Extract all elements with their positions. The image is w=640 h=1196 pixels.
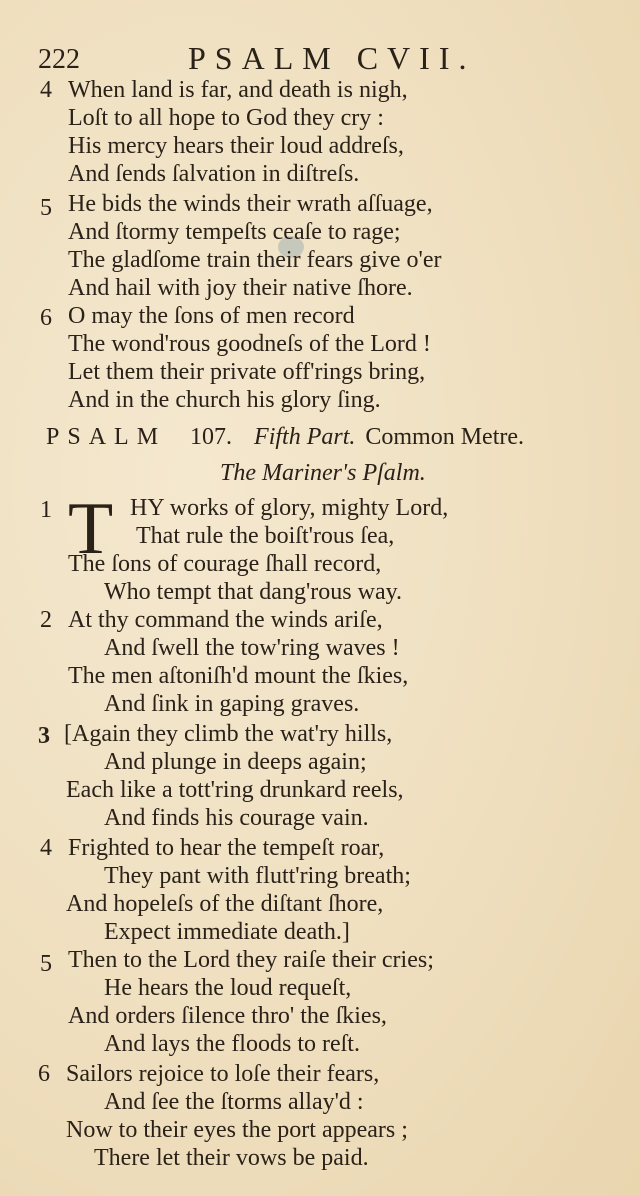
heading-metre: Common Metre. [365, 424, 525, 450]
verse-line: And ſwell the tow'ring waves ! [104, 635, 400, 661]
verse-line: He bids the winds their wrath aſſuage, [68, 191, 433, 217]
verse-line: The wond'rous goodneſs of the Lord ! [68, 331, 431, 357]
verse-line: And hopeleſs of the diſtant ſhore, [66, 891, 384, 917]
stanza-number: 4 [40, 77, 52, 103]
verse-line: The ſons of courage ſhall record, [68, 551, 382, 577]
verse-line: And ſink in gaping graves. [104, 691, 360, 717]
verse-line: Expect immediate death.] [104, 919, 350, 945]
stanza-number: 5 [40, 195, 52, 221]
verse-line: Let them their private off'rings bring, [68, 359, 426, 385]
page-number: 222 [38, 44, 80, 75]
verse-line: Sailors rejoice to loſe their fears, [66, 1061, 380, 1087]
verse-line: And ſtormy tempeſts ceaſe to rage; [68, 219, 401, 245]
verse-line: And lays the floods to reſt. [104, 1031, 360, 1057]
stanza-number: 5 [40, 951, 52, 977]
verse-line: O may the ſons of men record [68, 303, 355, 329]
heading-part: Fifth Part. [254, 424, 356, 450]
running-head: PSALM CVII. [188, 40, 476, 76]
verse-line: Each like a tott'ring drunkard reels, [66, 777, 404, 803]
verse-line: And hail with joy their native ſhore. [68, 275, 413, 301]
verse-line: And in the church his glory ſing. [68, 387, 381, 413]
verse-line: Loſt to all hope to God they cry : [68, 105, 384, 131]
drop-cap: T [68, 488, 114, 570]
verse-line: Who tempt that dang'rous way. [104, 579, 403, 605]
stanza-number: 6 [40, 305, 52, 331]
stanza-number: 3 [38, 723, 50, 749]
verse-line: The gladſome train their fears give o'er [68, 247, 442, 273]
heading-psalm: PSALM [46, 424, 167, 450]
page-header [38, 40, 598, 76]
verse-line: And plunge in deeps again; [104, 749, 367, 775]
verse-line: The men aſtoniſh'd mount the ſkies, [68, 663, 409, 689]
verse-line: His mercy hears their loud addreſs, [68, 133, 404, 159]
stanza-number: 4 [40, 835, 52, 861]
verse-line: And ſee the ſtorms allay'd : [104, 1089, 364, 1115]
verse-line: And finds his courage vain. [104, 805, 369, 831]
verse-line: Now to their eyes the port appears ; [66, 1117, 408, 1143]
heading-number: 107. [190, 424, 233, 450]
stanza-number: 1 [40, 497, 52, 523]
section-heading [46, 424, 524, 451]
verse-line: That rule the boiſt'rous ſea, [136, 523, 395, 549]
verse-line: [Again they climb the wat'ry hills, [64, 721, 393, 747]
verse-line: Frighted to hear the tempeſt roar, [68, 835, 385, 861]
verse-line: And ſends ſalvation in diſtreſs. [68, 161, 360, 187]
verse-line: HY works of glory, mighty Lord, [130, 495, 449, 521]
verse-line: There let their vows be paid. [94, 1145, 369, 1171]
verse-line: At thy command the winds ariſe, [68, 607, 383, 633]
stanza-number: 2 [40, 607, 52, 633]
verse-line: When land is far, and death is nigh, [68, 77, 408, 103]
verse-line: Then to the Lord they raiſe their cries; [68, 947, 434, 973]
verse-line: They pant with flutt'ring breath; [104, 863, 411, 889]
verse-line: And orders ſilence thro' the ſkies, [68, 1003, 387, 1029]
stanza-number: 6 [38, 1061, 50, 1087]
section-subtitle: The Mariner's Pſalm. [220, 460, 426, 486]
verse-line: He hears the loud requeſt, [104, 975, 352, 1001]
